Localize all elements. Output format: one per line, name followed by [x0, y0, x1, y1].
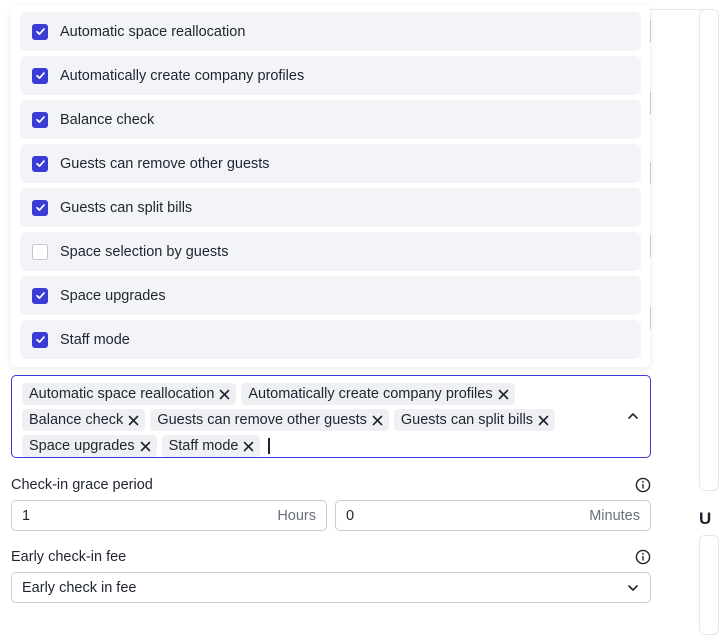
checkmark-icon [35, 114, 46, 125]
chip-label: Space upgrades [29, 438, 135, 454]
chevron-up-icon[interactable] [626, 409, 640, 423]
chevron-down-icon [626, 581, 640, 595]
close-icon[interactable] [140, 441, 151, 452]
close-icon[interactable] [219, 389, 230, 400]
selected-chip [241, 383, 514, 405]
checkmark-icon [35, 202, 46, 213]
checkbox-checked[interactable] [32, 112, 48, 128]
chip-label: Automatic space reallocation [29, 386, 215, 402]
dropdown-option[interactable] [20, 144, 641, 183]
checkmark-icon [35, 158, 46, 169]
dropdown-option-label: Space selection by guests [60, 243, 229, 260]
early-fee-label: Early check-in fee [11, 549, 127, 565]
checkmark-icon [35, 70, 46, 81]
selected-chip [22, 383, 236, 405]
selected-chip [22, 435, 157, 457]
selected-chip [162, 435, 261, 457]
checkbox-checked[interactable] [32, 68, 48, 84]
checkbox-checked[interactable] [32, 332, 48, 348]
grace-hours-value: 1 [22, 507, 31, 524]
dropdown-option[interactable] [20, 12, 641, 51]
background-card [699, 9, 719, 491]
features-multiselect[interactable] [11, 375, 651, 458]
chip-row [22, 381, 610, 407]
checkbox-checked[interactable] [32, 156, 48, 172]
grace-period-label: Check-in grace period [11, 477, 153, 493]
background-divider [650, 9, 708, 10]
checkmark-icon [35, 290, 46, 301]
dropdown-option-label: Balance check [60, 111, 155, 128]
background-card [699, 535, 719, 635]
close-icon[interactable] [243, 441, 254, 452]
dropdown-option[interactable] [20, 56, 641, 95]
chip-row [22, 407, 610, 433]
checkmark-icon [35, 334, 46, 345]
grace-minutes-input[interactable] [335, 500, 651, 531]
dropdown-option-label: Guests can remove other guests [60, 155, 270, 172]
early-fee-select[interactable] [11, 572, 651, 603]
selected-chip [394, 409, 555, 431]
grace-hours-unit: Hours [277, 507, 316, 524]
early-fee-selected-value: Early check in fee [22, 579, 137, 596]
dropdown-option-label: Guests can split bills [60, 199, 193, 216]
dropdown-option-label: Automatic space reallocation [60, 23, 246, 40]
text-cursor[interactable] [268, 438, 270, 454]
checkbox-checked[interactable] [32, 200, 48, 216]
close-icon[interactable] [372, 415, 383, 426]
chip-label: Balance check [29, 412, 124, 428]
checkbox-checked[interactable] [32, 24, 48, 40]
dropdown-option-label: Space upgrades [60, 287, 166, 304]
info-icon[interactable] [635, 549, 651, 565]
dropdown-option[interactable] [20, 188, 641, 227]
dropdown-option-label: Staff mode [60, 331, 130, 348]
checkmark-icon [35, 26, 46, 37]
feature-options-dropdown [11, 5, 650, 367]
chip-row [22, 433, 610, 459]
chip-label: Staff mode [168, 438, 239, 454]
selected-chip [150, 409, 389, 431]
close-icon[interactable] [498, 389, 509, 400]
chip-label: Guests can remove other guests [157, 412, 367, 428]
dropdown-option[interactable] [20, 276, 641, 315]
checkbox-unchecked[interactable] [32, 244, 48, 260]
chip-label: Guests can split bills [400, 412, 534, 428]
dropdown-option[interactable] [20, 232, 641, 271]
dropdown-option-label: Automatically create company profiles [60, 67, 305, 84]
grace-minutes-unit: Minutes [589, 507, 640, 524]
selected-chip [22, 409, 145, 431]
checkbox-checked[interactable] [32, 288, 48, 304]
close-icon[interactable] [128, 415, 139, 426]
grace-hours-input[interactable] [11, 500, 327, 531]
background-heading-fragment: U [699, 509, 712, 528]
dropdown-option[interactable] [20, 320, 641, 359]
dropdown-option[interactable] [20, 100, 641, 139]
chip-label: Automatically create company profiles [248, 386, 493, 402]
grace-minutes-value: 0 [346, 507, 355, 524]
info-icon[interactable] [635, 477, 651, 493]
close-icon[interactable] [538, 415, 549, 426]
